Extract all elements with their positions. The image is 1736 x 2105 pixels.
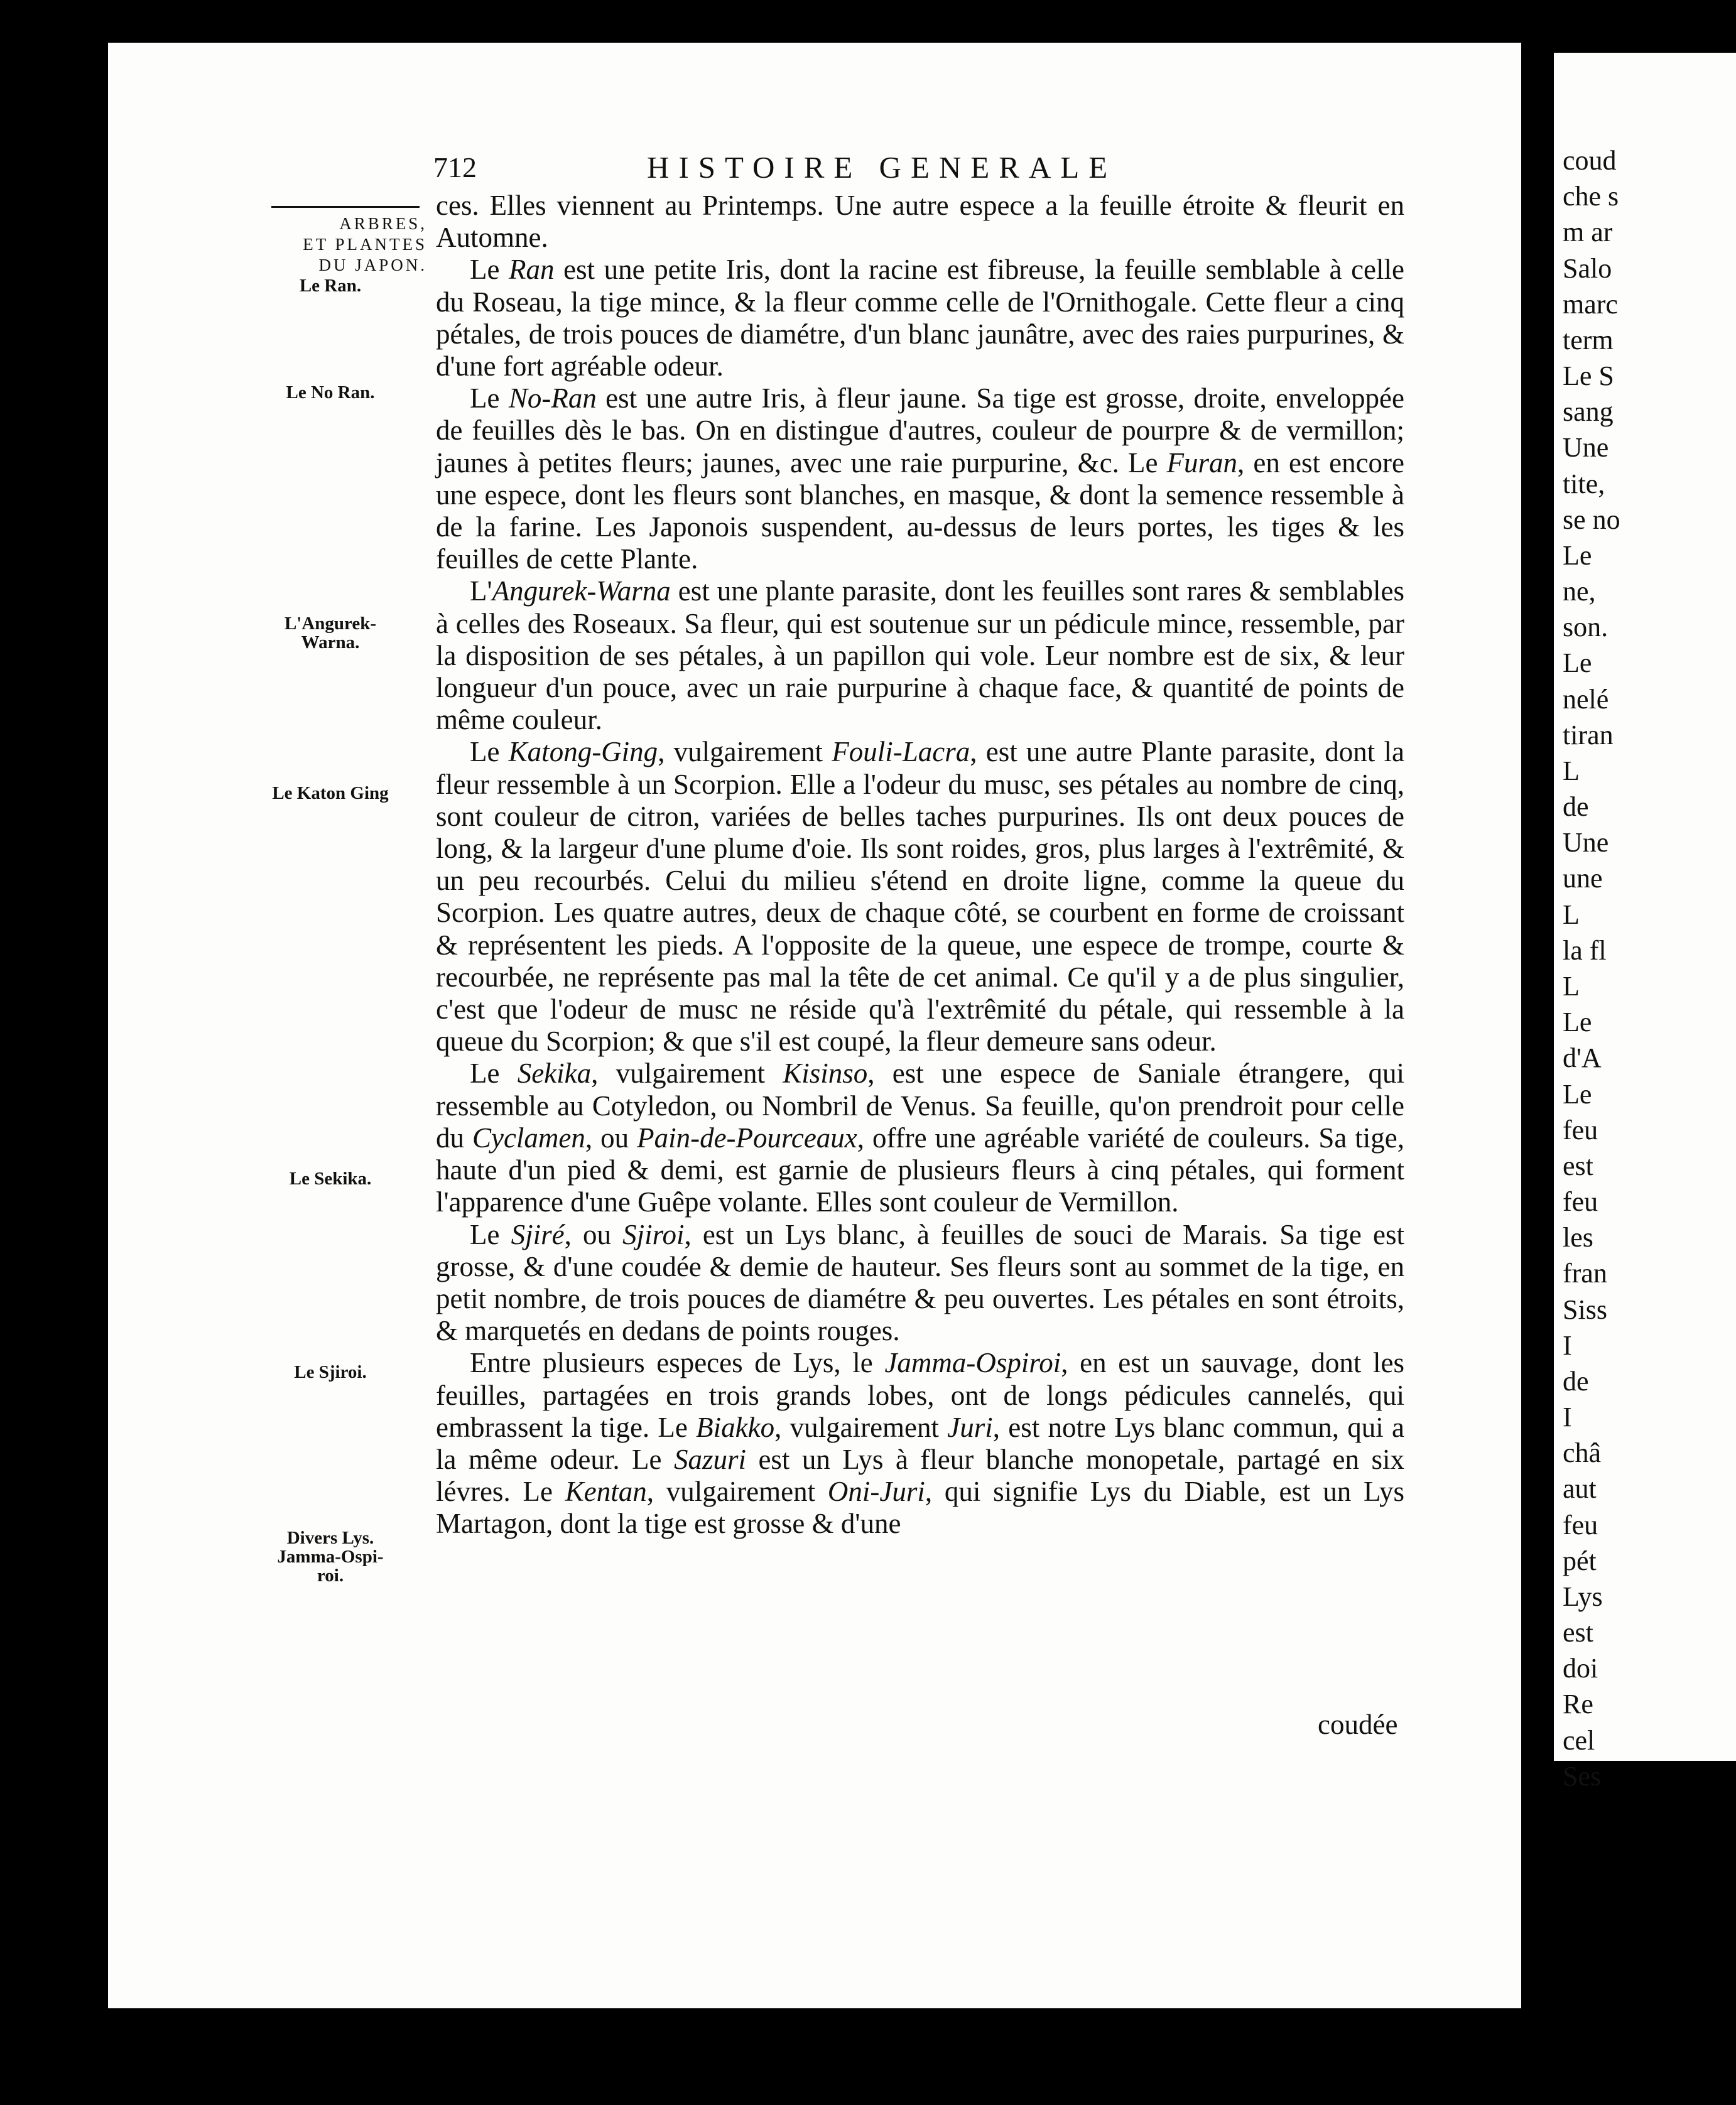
facing-page-line: aut <box>1563 1473 1597 1505</box>
facing-page-line: Ses <box>1563 1760 1602 1792</box>
paragraph <box>436 1219 1404 1348</box>
facing-page-line: Le <box>1563 647 1592 679</box>
catchword: coudée <box>1318 1709 1398 1740</box>
italic-term: Angurek-Warna <box>492 575 671 607</box>
facing-page-line: coud <box>1563 145 1617 176</box>
text-run: , vulgairement <box>646 1476 828 1508</box>
facing-page-line: nelé <box>1563 683 1609 715</box>
paragraph <box>436 190 1404 254</box>
text-run: , offre une agréable variété de couleurs. Sa tige, haute d'un pied & demi, est garnie de plusieurs fleurs à cinq pétales, qui forment l'apparence d'une Guêpe volante. Elles sont couleur de Vermillon. <box>436 1122 1405 1218</box>
paragraph <box>436 254 1404 382</box>
margin-note-line: Warna. <box>301 632 360 652</box>
facing-page-line: de <box>1563 791 1589 823</box>
italic-term: Kisinso <box>783 1058 868 1090</box>
facing-page-line: che s <box>1563 181 1619 212</box>
text-run: Le <box>470 1058 518 1090</box>
margin-note-line: Jamma-Ospi- <box>277 1547 384 1567</box>
paragraph <box>436 575 1404 736</box>
facing-page-line: Lys <box>1563 1581 1603 1612</box>
margin-rule <box>271 206 420 208</box>
margin-note-no-ran: Le No Ran. <box>286 382 375 403</box>
text-run: , est un Lys blanc, à feuilles de souci de Marais. Sa tige est grosse, & d'une coudée & demie de hauteur. Ses fleurs sont au sommet de la tige, en petit nombre, de trois pouces de diamétre & peu ouvertes. Les pétales en sont étroits, & marquetés en dedans de points rouges. <box>436 1218 1405 1347</box>
text-run: , vulgairement <box>658 736 832 768</box>
facing-page-line: sang <box>1563 396 1614 428</box>
facing-page-line: m ar <box>1563 217 1613 248</box>
text-run: Le <box>470 254 509 286</box>
text-run: , qui signifie Lys du Diable, est un Lys Martagon, dont la tige est grosse & d'une <box>436 1476 1404 1540</box>
facing-page-line: se no <box>1563 504 1620 535</box>
text-run: est un Lys à fleur blanche monopetale, partagé en six lévres. Le <box>436 1443 1404 1508</box>
facing-page-line: d'A <box>1563 1042 1602 1074</box>
facing-page-line: I <box>1563 1402 1572 1433</box>
facing-page-line: I <box>1563 1329 1572 1361</box>
margin-note-line: L'Angurek- <box>284 614 377 634</box>
italic-term: Katong-Ging <box>508 736 658 768</box>
page-number: 712 <box>433 151 477 183</box>
italic-term: Furan <box>1166 446 1238 479</box>
margin-note-angurek <box>245 614 416 652</box>
facing-page-line: est <box>1563 1617 1593 1648</box>
facing-page-line: Une <box>1563 827 1609 858</box>
italic-term: Biakko <box>696 1411 775 1443</box>
text-run: est une petite Iris, dont la racine est fibreuse, la feuille semblable à celle du Roseau, la tige mince, & la fleur comme celle de l'Ornithogale. Cette fleur a cinq pétales, de trois pouces de diamétre, d'un blanc jaunâtre, avec des raies purpurines, & d'une fort agréable odeur. <box>436 254 1404 382</box>
italic-term: Sazuri <box>673 1443 746 1475</box>
facing-page-line: Le S <box>1563 360 1614 392</box>
facing-page-line: fran <box>1563 1258 1607 1289</box>
italic-term: Juri <box>947 1411 993 1443</box>
facing-page-line: son. <box>1563 612 1609 643</box>
text-run: est une plante parasite, dont les feuilles sont rares & semblables à celles des Roseaux. Sa fleur, qui est soutenue sur un pédicule mince, ressemble, par la disposition de ses pétales, à un papillon qui vole. Leur nombre est de six, & leur longueur d'un pouce, avec un raie purpurine à chaque face, & quantité de points de même couleur. <box>436 575 1404 736</box>
italic-term: Sekika <box>517 1058 592 1090</box>
facing-page-line: est <box>1563 1150 1593 1181</box>
margin-note-katong: Le Katon Ging <box>272 783 389 803</box>
facing-page-line: feu <box>1563 1186 1598 1218</box>
italic-term: Kentan <box>565 1476 647 1508</box>
facing-page-line: L <box>1563 971 1580 1002</box>
italic-term: Oni-Juri <box>827 1476 925 1508</box>
margin-heading-line: ARBRES, <box>339 214 427 233</box>
text-run: est une autre Iris, à fleur jaune. Sa tige est grosse, droite, enveloppée de feuilles dès le bas. On en distingue d'autres, couleur de pourpre & de vermillon; jaunes à petites fleurs; jaunes, avec une raie purpurine, &c. Le <box>436 382 1404 479</box>
facing-page-line: une <box>1563 863 1603 894</box>
paragraph <box>436 382 1404 575</box>
facing-page-line: ne, <box>1563 576 1596 607</box>
facing-page-fragment <box>1554 53 1736 1792</box>
margin-note-line: Divers Lys. <box>286 1528 374 1548</box>
text-run: ces. Elles viennent au Printemps. Une autre espece a la feuille étroite & fleurit en Automne. <box>436 190 1404 254</box>
facing-page-line: tite, <box>1563 468 1605 499</box>
text-run: Entre plusieurs especes de Lys, le <box>470 1347 885 1379</box>
italic-term: Fouli-Lacra <box>832 736 970 768</box>
italic-term: Cyclamen <box>472 1122 585 1154</box>
text-run: Le <box>470 382 509 414</box>
page-header <box>433 151 1212 190</box>
text-run: , ou <box>585 1122 637 1154</box>
facing-page-line: term <box>1563 324 1614 355</box>
margin-note-line: roi. <box>317 1566 344 1586</box>
text-run: , ou <box>564 1218 623 1250</box>
text-run: , vulgairement <box>774 1411 948 1443</box>
italic-term: Sjiré <box>511 1218 565 1250</box>
facing-page-line: Le <box>1563 1007 1592 1038</box>
italic-term: No-Ran <box>508 382 597 414</box>
facing-page-line: cel <box>1563 1724 1595 1756</box>
facing-page-line: les <box>1563 1222 1593 1253</box>
italic-term: Ran <box>509 254 555 286</box>
body-text <box>436 190 1404 1540</box>
facing-page-line: feu <box>1563 1509 1598 1540</box>
facing-page-line: châ <box>1563 1437 1602 1469</box>
facing-page-line: Re <box>1563 1689 1593 1720</box>
text-run: L' <box>470 575 492 607</box>
running-title: HISTOIRE GENERALE <box>647 150 1117 185</box>
margin-note-divers-lys <box>245 1529 416 1585</box>
facing-page-line: Le <box>1563 1078 1592 1110</box>
facing-page-line: doi <box>1563 1653 1598 1684</box>
margin-note-le-ran: Le Ran. <box>299 276 362 296</box>
facing-page-line: Salo <box>1563 252 1612 284</box>
paragraph <box>436 736 1404 1058</box>
text-run: , vulgairement <box>591 1058 783 1090</box>
paragraph <box>436 1058 1404 1218</box>
text-run: , est une espece de Saniale étrangere, qui ressemble au Cotyledon, ou Nombril de Venus. Sa feuille, qu'on prendroit pour celle du <box>436 1058 1404 1154</box>
text-run: , est une autre Plante parasite, dont la fleur ressemble à un Scorpion. Elle a l'odeur du musc, ses pétales au nombre de cinq, sont couleur de citron, variées de belles taches purpurines. Ils ont deux pouces de long, & la largeur d'une plume d'oie. Ils sont roides, gros, plus larges à l'extrêmité, & un peu recourbés. Celui du milieu s'étend en droite ligne, comme la queue du Scorpion. Les quatre autres, deux de chaque côté, se courbent en forme de croissant & représentent les pieds. A l'opposite de la queue, une espece de trompe, courte & recourbée, ne représente pas mal la tête de cet animal. Ce qu'il y a de plus singulier, c'est que l'odeur de musc ne réside qu'à l'extrêmité du pétale, qui ressemble à la queue du Scorpion; & que s'il est coupé, la fleur demeure sans odeur. <box>436 736 1404 1058</box>
text-run: , en est encore une espece, dont les fleurs sont blanches, en masque, & dont la semence ressemble à de la farine. Les Japonois suspendent, au-dessus de leurs portes, les tiges & les feuilles de cette Plante. <box>436 446 1405 575</box>
facing-page-line: feu <box>1563 1114 1598 1145</box>
paragraph <box>436 1347 1404 1540</box>
margin-heading-line: DU JAPON. <box>318 256 427 274</box>
text-run: Le <box>470 1218 511 1250</box>
text-run: , est notre Lys blanc commun, qui a la même odeur. Le <box>436 1411 1404 1475</box>
facing-page-line: tiran <box>1563 719 1614 750</box>
facing-page-line: pét <box>1563 1545 1597 1576</box>
facing-page-line: Le <box>1563 539 1592 571</box>
facing-page-line: L <box>1563 755 1580 786</box>
text-run: , en est un sauvage, dont les feuilles, partagées en trois grands lobes, ont de longs pédicules cannelés, qui embrassent la tige. Le <box>436 1347 1404 1443</box>
facing-page-line: Une <box>1563 432 1609 463</box>
facing-page-line: de <box>1563 1365 1589 1397</box>
facing-page-line: Siss <box>1563 1294 1607 1325</box>
facing-page-line: marc <box>1563 288 1618 320</box>
margin-note-sjiroi: Le Sjiroi. <box>294 1362 367 1382</box>
margin-heading-line: ET PLANTES <box>303 235 427 254</box>
facing-page-line: L <box>1563 899 1580 930</box>
italic-term: Sjiroi <box>622 1218 685 1250</box>
margin-heading <box>251 214 427 276</box>
italic-term: Jamma-Ospiroi <box>884 1347 1061 1379</box>
text-run: Le <box>470 736 509 768</box>
margin-note-sekika: Le Sekika. <box>289 1169 372 1189</box>
facing-page-line: la fl <box>1563 934 1607 966</box>
italic-term: Pain-de-Pourceaux <box>637 1122 857 1154</box>
